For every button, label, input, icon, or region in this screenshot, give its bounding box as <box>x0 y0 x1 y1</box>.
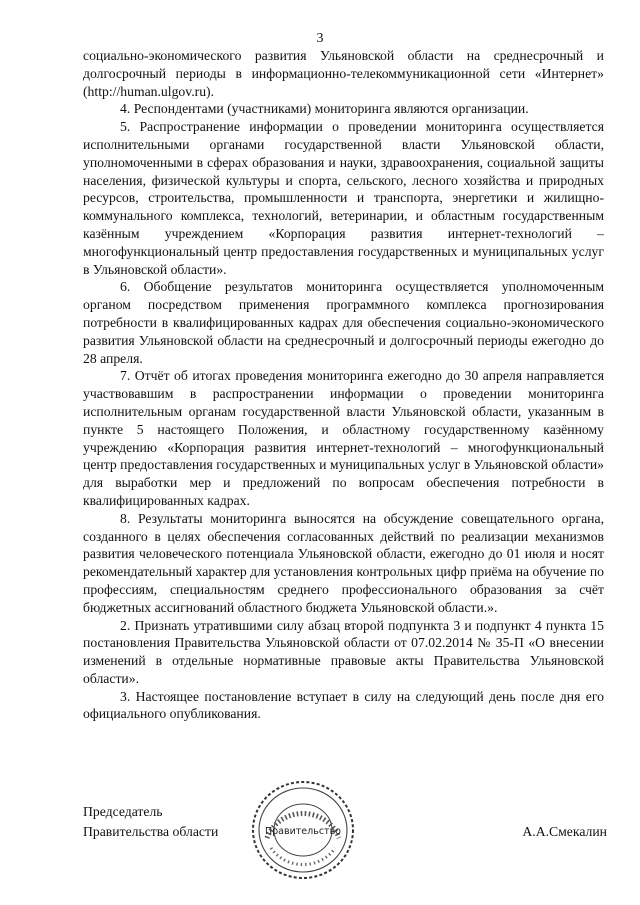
body-paragraph: 3. Настоящее постановление вступает в силу на следующий день после дня его официального опубликования. <box>83 688 604 722</box>
signatory-title <box>83 802 218 842</box>
signatory-title-line-1: Председатель <box>83 804 163 819</box>
body-paragraph: 8. Результаты мониторинга выносятся на обсуждение совещательного органа, созданного в целях обеспечения согласованных действий по реализации механизмов развития человеческого потенциала Ульяновской области, ежегодно до 01 июля и носят рекомендательный характер для установления контрольных цифр приёма на обучение по профессиям, специальностям среднего профессионального образования за счёт бюджетных ассигнований областного бюджета Ульяновской области.». <box>83 510 604 615</box>
body-paragraph: 7. Отчёт об итогах проведения мониторинга ежегодно до 30 апреля направляется участвовавшим в распространении информации о проведении мониторинга исполнительным органам государственной власти Ульяновской области, указанным в пункте 5 настоящего Положения, и областному государственному казённому учреждению «Корпорация развития интернет-технологий – многофункциональный центр предоставления государственных и муниципальных услуг в Ульяновской области» для выработки мер и предложений по вопросам обеспечения потребности в квалифицированных кадрах. <box>83 368 604 508</box>
seal-center-text: Правительство <box>265 826 341 837</box>
seal-stamp-graphic <box>247 778 359 882</box>
body-paragraph: 6. Обобщение результатов мониторинга осуществляется уполномоченным органом посредством применения программного комплекса прогнозирования потребности в квалифицированных кадрах для обеспечения социально-экономического развития Ульяновской области на среднесрочный и долгосрочный периоды ежегодно до 28 апреля. <box>83 279 604 366</box>
signatory-name: А.А.Смекалин <box>522 824 607 839</box>
signatory-title-line-2: Правительства области <box>83 824 219 839</box>
body-paragraph: социально-экономического развития Ульяновской области на среднесрочный и долгосрочный периоды в информационно-телекоммуникационной сети «Интернет» (http://human.ulgov.ru). <box>83 48 604 99</box>
body-paragraph: 5. Распространение информации о проведении мониторинга осуществляется исполнительными органами государственной власти Ульяновской области, уполномоченными в сферах образования и науки, здравоохранения, социальной защиты населения, физической культуры и спорта, сельского, лесного хозяйства и природных ресурсов, строительства, промышленности и транспорта, энергетики и жилищно-коммунального комплекса, технологий, ветеринарии, и областным государственным казённым учреждением «Корпорация развития интернет-технологий – многофункциональный центр предоставления государственных и муниципальных услуг в Ульяновской области». <box>83 119 604 277</box>
document-body <box>83 47 604 723</box>
official-seal <box>247 778 359 882</box>
body-paragraph: 4. Респондентами (участниками) мониторинга являются организации. <box>120 101 529 117</box>
page-number: 3 <box>316 31 324 46</box>
body-paragraph: 2. Признать утратившими силу абзац второй подпункта 3 и подпункт 4 пункта 15 постановления Правительства Ульяновской области от 07.02.2014 № 35-П «О внесении изменений в отдельные нормативные правовые акты Правительства Ульяновской области». <box>83 617 604 686</box>
